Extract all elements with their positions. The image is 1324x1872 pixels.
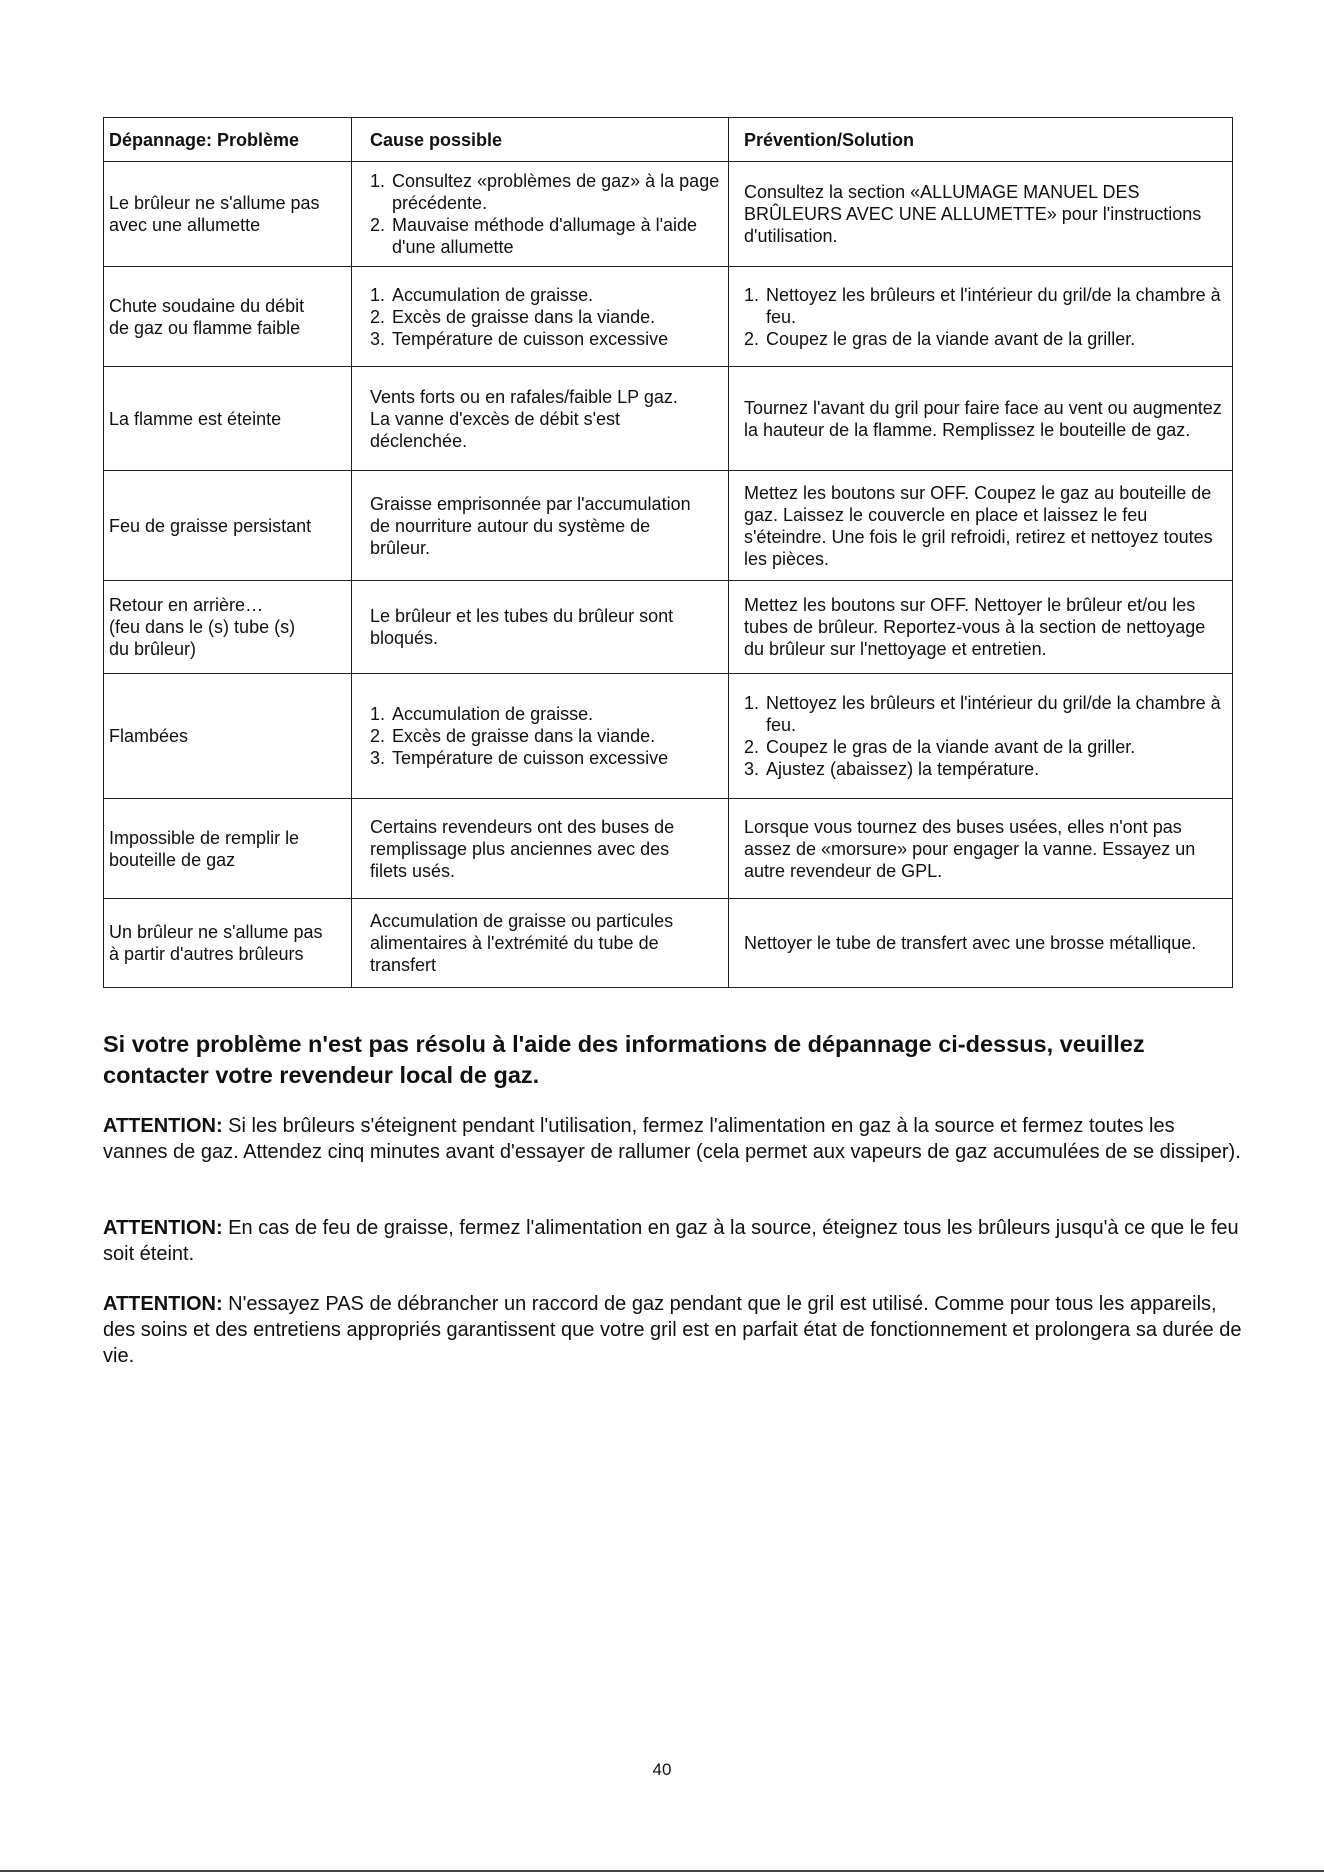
cause-cell-text: Graisse emprisonnée par l'accumulation de nourriture autour du système de brûleur. bbox=[370, 493, 691, 558]
summary-notice: Si votre problème n'est pas résolu à l'aide des informations de dépannage ci-dessus, veuillez contacter votre revendeur local de gaz. bbox=[103, 1031, 1145, 1088]
cell-list bbox=[370, 284, 723, 350]
solution-cell-text: Lorsque vous tournez des buses usées, elles n'ont pas assez de «morsure» pour engager la vanne. Essayez un autre revendeur de GPL. bbox=[744, 816, 1196, 881]
cause-cell bbox=[352, 581, 729, 674]
list-item-number: 1. bbox=[744, 284, 760, 305]
solution-cell bbox=[729, 367, 1233, 471]
list-item-number: 1. bbox=[370, 704, 386, 724]
table-row bbox=[104, 674, 1233, 799]
list-item-text: Accumulation de graisse. bbox=[392, 704, 594, 724]
list-item-text: Excès de graisse dans la viande. bbox=[392, 306, 656, 327]
cell-list-item bbox=[370, 214, 723, 258]
problem-cell-text: Flambées bbox=[109, 726, 189, 746]
cell-list-item bbox=[370, 306, 723, 328]
solution-cell bbox=[729, 799, 1233, 899]
problem-cell-text: Impossible de remplir le bouteille de gaz bbox=[109, 827, 300, 870]
list-item-number: 2. bbox=[370, 726, 386, 746]
table-header-row bbox=[104, 118, 1233, 162]
header-solution: Prévention/Solution bbox=[729, 118, 1233, 162]
table-body bbox=[104, 162, 1233, 988]
solution-cell bbox=[729, 267, 1233, 367]
cell-list bbox=[370, 703, 723, 769]
problem-cell bbox=[104, 799, 352, 899]
warning-paragraph bbox=[103, 1291, 1243, 1369]
list-item-number: 1. bbox=[370, 171, 386, 191]
table-row bbox=[104, 581, 1233, 674]
problem-cell bbox=[104, 899, 352, 988]
list-item-number: 2. bbox=[370, 306, 386, 327]
cause-cell bbox=[352, 367, 729, 471]
list-item-text: Consultez «problèmes de gaz» à la page précédente. bbox=[392, 171, 720, 213]
solution-cell bbox=[729, 162, 1233, 267]
list-item-number: 2. bbox=[744, 328, 760, 349]
solution-cell-text: Nettoyer le tube de transfert avec une brosse métallique. bbox=[744, 933, 1197, 953]
solution-cell bbox=[729, 581, 1233, 674]
problem-cell-text: Le brûleur ne s'allume pas avec une allumette bbox=[109, 193, 320, 235]
table-row bbox=[104, 899, 1233, 988]
cause-cell-text: Certains revendeurs ont des buses de remplissage plus anciennes avec des filets usés. bbox=[370, 816, 675, 881]
solution-cell-text: Consultez la section «ALLUMAGE MANUEL DES BRÛLEURS AVEC UNE ALLUMETTE» pour l'instructions d'utilisation. bbox=[744, 182, 1202, 246]
cell-list-item bbox=[370, 703, 723, 725]
problem-cell bbox=[104, 581, 352, 674]
cell-list-item bbox=[744, 736, 1227, 758]
warning-paragraph bbox=[103, 1215, 1243, 1267]
list-item-number: 3. bbox=[370, 328, 386, 349]
problem-cell-text: Retour en arrière… (feu dans le (s) tube (s) du brûleur) bbox=[109, 595, 296, 659]
list-item-number: 1. bbox=[370, 284, 386, 305]
cause-cell bbox=[352, 899, 729, 988]
page-number: 40 bbox=[652, 1760, 672, 1779]
troubleshooting-table bbox=[103, 117, 1233, 988]
cause-cell bbox=[352, 674, 729, 799]
cause-cell bbox=[352, 799, 729, 899]
solution-cell bbox=[729, 674, 1233, 799]
list-item-text: Nettoyez les brûleurs et l'intérieur du gril/de la chambre à feu. bbox=[766, 284, 1221, 327]
problem-cell-text: Un brûleur ne s'allume pas à partir d'autres brûleurs bbox=[109, 922, 323, 964]
problem-cell bbox=[104, 162, 352, 267]
cause-cell-text: Vents forts ou en rafales/faible LP gaz. La vanne d'excès de débit s'est déclenchée. bbox=[370, 386, 678, 451]
cell-list bbox=[370, 170, 723, 258]
problem-cell bbox=[104, 471, 352, 581]
cell-list-item bbox=[744, 692, 1227, 736]
solution-cell-text: Mettez les boutons sur OFF. Coupez le gaz au bouteille de gaz. Laissez le couvercle en place et laissez le feu s'éteindre. Une fois le gril refroidi, retirez et nettoyez toutes les pièces. bbox=[744, 482, 1213, 569]
problem-cell-text: Feu de graisse persistant bbox=[109, 515, 312, 536]
cell-list bbox=[744, 284, 1227, 350]
problem-cell-text: La flamme est éteinte bbox=[109, 408, 282, 429]
problem-cell bbox=[104, 367, 352, 471]
warning-paragraph bbox=[103, 1113, 1243, 1165]
cell-list-item bbox=[370, 725, 723, 747]
cell-list-item bbox=[744, 758, 1227, 780]
list-item-text: Ajustez (abaissez) la température. bbox=[766, 759, 1040, 779]
list-item-text: Excès de graisse dans la viande. bbox=[392, 726, 656, 746]
cause-cell-text: Accumulation de graisse ou particules alimentaires à l'extrémité du tube de transfert bbox=[370, 911, 674, 975]
cell-list-item bbox=[370, 328, 723, 350]
list-item-text: Mauvaise méthode d'allumage à l'aide d'une allumette bbox=[392, 215, 698, 257]
table-row bbox=[104, 267, 1233, 367]
cell-list-item bbox=[370, 170, 723, 214]
list-item-number: 2. bbox=[370, 215, 386, 235]
solution-cell bbox=[729, 899, 1233, 988]
cell-list-item bbox=[744, 284, 1227, 328]
warning-label: ATTENTION: bbox=[103, 1115, 223, 1137]
warning-text: En cas de feu de graisse, fermez l'alimentation en gaz à la source, éteignez tous les brûleurs jusqu'à ce que le feu soit éteint. bbox=[103, 1217, 1239, 1265]
cell-list-item bbox=[370, 747, 723, 769]
list-item-text: Coupez le gras de la viande avant de la griller. bbox=[766, 328, 1136, 349]
warning-label: ATTENTION: bbox=[103, 1293, 223, 1315]
list-item-number: 3. bbox=[744, 759, 760, 779]
cell-list-item bbox=[370, 284, 723, 306]
solution-cell bbox=[729, 471, 1233, 581]
table-row bbox=[104, 799, 1233, 899]
list-item-text: Température de cuisson excessive bbox=[392, 748, 669, 768]
solution-cell-text: Mettez les boutons sur OFF. Nettoyer le brûleur et/ou les tubes de brûleur. Reportez-vous à la section de nettoyage du brûleur sur l'nettoyage et entretien. bbox=[744, 595, 1206, 659]
cause-cell bbox=[352, 267, 729, 367]
list-item-number: 1. bbox=[744, 693, 760, 713]
problem-cell bbox=[104, 267, 352, 367]
table-row bbox=[104, 162, 1233, 267]
header-problem: Dépannage: Problème bbox=[104, 118, 352, 162]
warning-text: Si les brûleurs s'éteignent pendant l'utilisation, fermez l'alimentation en gaz à la source et fermez toutes les vannes de gaz. Attendez cinq minutes avant d'essayer de rallumer (cela permet aux vapeurs de gaz accumulées de se dissiper). bbox=[103, 1115, 1241, 1163]
problem-cell bbox=[104, 674, 352, 799]
cell-list bbox=[744, 692, 1227, 780]
list-item-text: Nettoyez les brûleurs et l'intérieur du gril/de la chambre à feu. bbox=[766, 693, 1221, 735]
cell-list-item bbox=[744, 328, 1227, 350]
cause-cell bbox=[352, 162, 729, 267]
warning-text: N'essayez PAS de débrancher un raccord de gaz pendant que le gril est utilisé. Comme pour tous les appareils, des soins et des entretiens appropriés garantissent que votre gril est en parfait état de fonctionnement et prolongera sa durée de vie. bbox=[103, 1293, 1242, 1367]
problem-cell-text: Chute soudaine du débit de gaz ou flamme faible bbox=[109, 295, 305, 338]
cause-cell-text: Le brûleur et les tubes du brûleur sont bloqués. bbox=[370, 606, 674, 648]
list-item-number: 3. bbox=[370, 748, 386, 768]
warning-label: ATTENTION: bbox=[103, 1217, 223, 1239]
solution-cell-text: Tournez l'avant du gril pour faire face au vent ou augmentez la hauteur de la flamme. Remplissez le bouteille de gaz. bbox=[744, 397, 1222, 440]
list-item-text: Accumulation de graisse. bbox=[392, 284, 594, 305]
cause-cell bbox=[352, 471, 729, 581]
list-item-text: Température de cuisson excessive bbox=[392, 328, 669, 349]
header-cause: Cause possible bbox=[352, 118, 729, 162]
table-row bbox=[104, 367, 1233, 471]
list-item-number: 2. bbox=[744, 737, 760, 757]
table-row bbox=[104, 471, 1233, 581]
list-item-text: Coupez le gras de la viande avant de la griller. bbox=[766, 737, 1136, 757]
